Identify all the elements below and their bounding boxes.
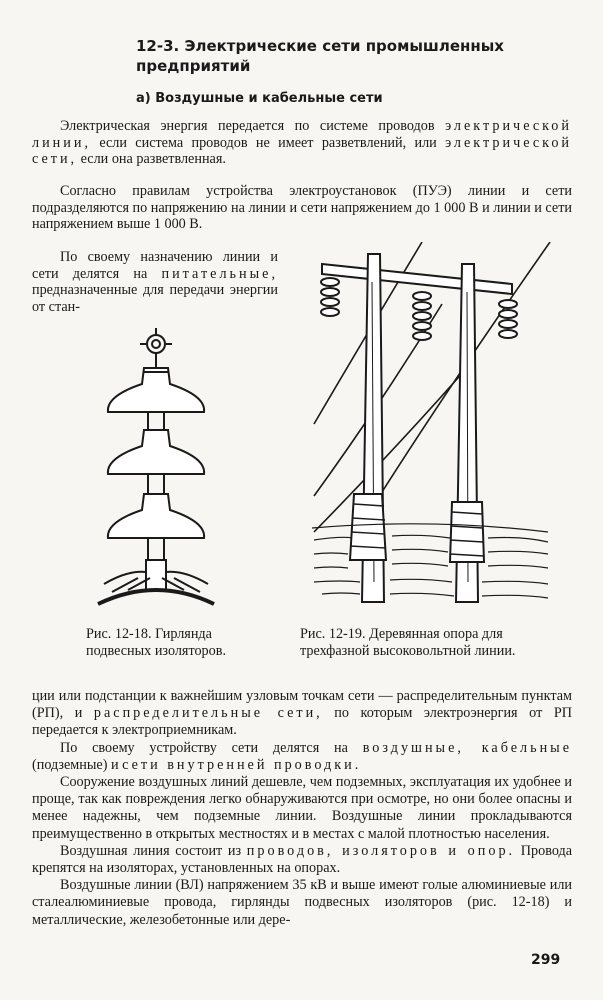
- paragraph-3-continued: ции или подстанции к важнейшим узловым точкам сети — распределительным пунктам (РП), и распределительные сети, по которым электроэнергия от РП передается к электроприемникам.: [32, 688, 572, 739]
- paragraph-1: Электрическая энергия передается по системе проводов электрической линии, если система проводов не имеет разветвлений, или электрической сети, если она разветвленная.: [32, 118, 573, 168]
- subsection-heading: а) Воздушные и кабельные сети: [136, 91, 383, 106]
- paragraph-3: По своему назначению линии и сети делятся на питательные, предназначенные для передачи энергии от стан-: [32, 249, 278, 315]
- paragraph-4: По своему устройству сети делятся на воздушные, кабельные (подземные) и сети внутренней проводки.: [32, 739, 572, 773]
- lower-text-block: [32, 688, 572, 929]
- paragraph-6: Воздушная линия состоит из проводов, изоляторов и опор. Провода крепятся на изоляторах, установленных на опорах.: [32, 842, 573, 877]
- paragraph-5: Сооружение воздушных линий дешевле, чем подземных, эксплуатация их удобнее и проще, так как повреждения легко обнаруживаются при осмотре, но они более опасны и менее надежны, чем подземные линии. Воздушные линии прокладываются преимущественно в открытых местностях и в местах с малой плотностью населения.: [32, 774, 572, 842]
- page-number: 299: [531, 952, 561, 968]
- figure-12-19-caption: Рис. 12-19. Деревянная опора для трехфазной высоковольтной линии.: [300, 626, 516, 659]
- figure-12-18-caption: Рис. 12-18. Гирлянда подвесных изоляторов.: [86, 626, 226, 659]
- paragraph-7: Воздушные линии (ВЛ) напряжением 35 кВ и выше имеют голые алюминиевые или сталеалюминиевые провода, гирлянды подвесных изоляторов (рис. 12-18) и металлические, железобетонные или дере-: [32, 877, 572, 928]
- insulator-string-figure: [88, 322, 238, 622]
- paragraph-2: Согласно правилам устройства электроустановок (ПУЭ) линии и сети подразделяются по напряжению на линии и сети напряжением до 1 000 В и линии и сети напряжением выше 1 000 В.: [32, 183, 572, 233]
- section-heading: 12-3. Электрические сети промышленных предприятий: [136, 37, 504, 75]
- wooden-pole-figure: [312, 242, 552, 622]
